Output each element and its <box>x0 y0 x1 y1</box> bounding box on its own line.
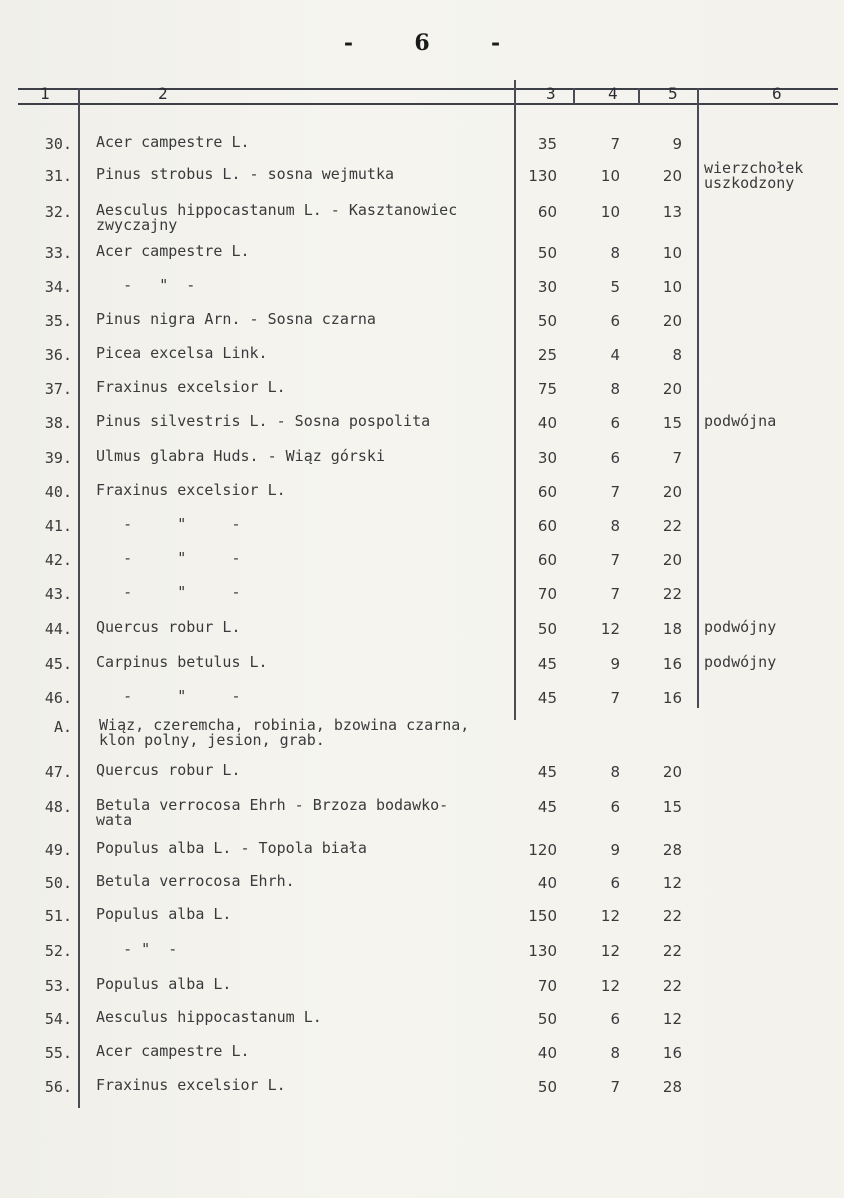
col-4-value: 12 <box>600 977 620 995</box>
row-number: 32. <box>44 203 72 221</box>
col-3-value: 70 <box>537 977 557 995</box>
col-3-value: 130 <box>528 942 557 960</box>
remarks: podwójny <box>704 618 777 636</box>
column-divider-4 <box>638 88 640 104</box>
col-5-value: 22 <box>662 977 682 995</box>
col-4-value: 10 <box>600 167 620 185</box>
col-5-value: 10 <box>662 278 682 296</box>
col-4-value: 7 <box>610 135 620 153</box>
header-col-5: 5 <box>668 84 678 103</box>
page-number-header <box>0 30 844 56</box>
col-5-value: 7 <box>672 449 682 467</box>
col-3-value: 70 <box>537 585 557 603</box>
col-4-value: 10 <box>600 203 620 221</box>
row-number: 43. <box>44 585 72 603</box>
species-name: Wiąz, czeremcha, robinia, bzowina czarna, klon polny, jesion, grab. <box>99 716 470 749</box>
table-row <box>0 244 844 268</box>
species-name: Acer campestre L. <box>96 242 250 260</box>
species-name: - " - <box>96 687 241 705</box>
table-row <box>0 312 844 336</box>
col-5-value: 9 <box>672 135 682 153</box>
col-4-value: 7 <box>610 585 620 603</box>
col-5-value: 8 <box>672 346 682 364</box>
species-name: Betula verrocosa Ehrh. <box>96 872 295 890</box>
table-row <box>0 620 844 644</box>
col-4-value: 9 <box>610 841 620 859</box>
table-row <box>0 841 844 865</box>
col-4-value: 12 <box>600 942 620 960</box>
col-5-value: 10 <box>662 244 682 262</box>
table-row <box>0 346 844 370</box>
col-3-value: 120 <box>528 841 557 859</box>
species-name: Pinus silvestris L. - Sosna pospolita <box>96 412 431 430</box>
col-5-value: 16 <box>662 689 682 707</box>
col-5-value: 20 <box>662 380 682 398</box>
col-5-value: 12 <box>662 874 682 892</box>
col-3-value: 45 <box>537 655 557 673</box>
col-4-value: 7 <box>610 483 620 501</box>
table-row <box>0 517 844 541</box>
col-4-value: 7 <box>610 1078 620 1096</box>
table-row <box>0 716 844 749</box>
page-number: 6 <box>414 30 430 56</box>
species-name: Picea excelsa Link. <box>96 344 268 362</box>
species-name: - " - <box>96 515 241 533</box>
row-number: 41. <box>44 517 72 535</box>
table-row <box>0 135 844 159</box>
row-number: 34. <box>44 278 72 296</box>
table-row <box>0 380 844 404</box>
row-number: 54. <box>44 1010 72 1028</box>
col-5-value: 28 <box>662 841 682 859</box>
remarks: wierzchołek uszkodzony <box>704 159 804 192</box>
col-4-value: 8 <box>610 380 620 398</box>
table-row <box>0 159 844 192</box>
col-4-value: 7 <box>610 551 620 569</box>
col-3-value: 50 <box>537 620 557 638</box>
col-3-value: 60 <box>537 551 557 569</box>
row-number: 45. <box>44 655 72 673</box>
row-number: 55. <box>44 1044 72 1062</box>
col-5-value: 22 <box>662 942 682 960</box>
species-name: Ulmus glabra Huds. - Wiąz górski <box>96 447 385 465</box>
col-3-value: 40 <box>537 414 557 432</box>
row-number: 37. <box>44 380 72 398</box>
col-4-value: 7 <box>610 689 620 707</box>
col-3-value: 60 <box>537 203 557 221</box>
row-number: 38. <box>44 414 72 432</box>
table-row <box>0 551 844 575</box>
col-3-value: 40 <box>537 874 557 892</box>
species-name: Betula verrocosa Ehrh - Brzoza bodawko- wata <box>96 796 449 829</box>
col-4-value: 6 <box>610 798 620 816</box>
col-5-value: 18 <box>662 620 682 638</box>
row-number: 36. <box>44 346 72 364</box>
col-3-value: 50 <box>537 312 557 330</box>
row-number: 46. <box>44 689 72 707</box>
table-row <box>0 874 844 898</box>
col-5-value: 20 <box>662 312 682 330</box>
col-5-value: 15 <box>662 798 682 816</box>
col-5-value: 28 <box>662 1078 682 1096</box>
col-3-value: 30 <box>537 278 557 296</box>
row-number: 52. <box>44 942 72 960</box>
row-number: 48. <box>44 798 72 816</box>
col-3-value: 45 <box>537 763 557 781</box>
table-header-rule <box>18 103 838 105</box>
row-number: 35. <box>44 312 72 330</box>
col-3-value: 130 <box>528 167 557 185</box>
species-name: Fraxinus excelsior L. <box>96 378 286 396</box>
table-row <box>0 201 844 234</box>
row-number: 51. <box>44 907 72 925</box>
table-row <box>0 414 844 438</box>
col-4-value: 6 <box>610 414 620 432</box>
col-4-value: 12 <box>600 907 620 925</box>
col-3-value: 60 <box>537 517 557 535</box>
species-name: Aesculus hippocastanum L. <box>96 1008 322 1026</box>
species-name: Aesculus hippocastanum L. - Kasztanowiec zwyczajny <box>96 201 458 234</box>
col-3-value: 25 <box>537 346 557 364</box>
col-3-value: 30 <box>537 449 557 467</box>
remarks: podwójny <box>704 653 777 671</box>
species-name: Fraxinus excelsior L. <box>96 1076 286 1094</box>
row-number: 44. <box>44 620 72 638</box>
col-3-value: 35 <box>537 135 557 153</box>
row-number: 53. <box>44 977 72 995</box>
row-number: 49. <box>44 841 72 859</box>
col-3-value: 45 <box>537 689 557 707</box>
species-name: Populus alba L. <box>96 905 232 923</box>
table-row <box>0 1078 844 1102</box>
species-name: - " - <box>96 276 196 294</box>
col-3-value: 150 <box>528 907 557 925</box>
table-row <box>0 585 844 609</box>
table-row <box>0 942 844 966</box>
col-3-value: 50 <box>537 244 557 262</box>
col-4-value: 12 <box>600 620 620 638</box>
species-name: Populus alba L. - Topola biała <box>96 839 367 857</box>
col-4-value: 5 <box>610 278 620 296</box>
table-row <box>0 977 844 1001</box>
table-row <box>0 278 844 302</box>
col-3-value: 50 <box>537 1078 557 1096</box>
remarks: podwójna <box>704 412 777 430</box>
col-5-value: 22 <box>662 585 682 603</box>
table-row <box>0 796 844 829</box>
col-4-value: 6 <box>610 874 620 892</box>
row-number: 56. <box>44 1078 72 1096</box>
col-3-value: 60 <box>537 483 557 501</box>
col-5-value: 13 <box>662 203 682 221</box>
col-5-value: 12 <box>662 1010 682 1028</box>
col-5-value: 22 <box>662 517 682 535</box>
col-4-value: 8 <box>610 1044 620 1062</box>
row-number: 31. <box>44 167 72 185</box>
species-name: Quercus robur L. <box>96 618 241 636</box>
table-row <box>0 1010 844 1034</box>
col-3-value: 45 <box>537 798 557 816</box>
col-4-value: 6 <box>610 449 620 467</box>
page-number-dash-left: - <box>343 30 354 56</box>
species-name: Quercus robur L. <box>96 761 241 779</box>
table-row <box>0 449 844 473</box>
col-5-value: 20 <box>662 763 682 781</box>
col-4-value: 9 <box>610 655 620 673</box>
table-row <box>0 655 844 679</box>
species-name: Acer campestre L. <box>96 133 250 151</box>
row-number: A. <box>53 718 72 736</box>
col-3-value: 75 <box>537 380 557 398</box>
row-number: 33. <box>44 244 72 262</box>
col-4-value: 4 <box>610 346 620 364</box>
col-5-value: 20 <box>662 483 682 501</box>
col-4-value: 6 <box>610 312 620 330</box>
species-name: Fraxinus excelsior L. <box>96 481 286 499</box>
col-3-value: 50 <box>537 1010 557 1028</box>
species-name: Acer campestre L. <box>96 1042 250 1060</box>
col-4-value: 8 <box>610 244 620 262</box>
header-col-3: 3 <box>546 84 556 103</box>
species-name: - " - <box>96 940 178 958</box>
species-name: Pinus strobus L. - sosna wejmutka <box>96 165 395 183</box>
row-number: 39. <box>44 449 72 467</box>
col-5-value: 20 <box>662 167 682 185</box>
header-col-2: 2 <box>158 84 168 103</box>
table-row <box>0 483 844 507</box>
col-4-value: 6 <box>610 1010 620 1028</box>
column-divider-3 <box>573 88 575 104</box>
col-5-value: 16 <box>662 655 682 673</box>
table-row <box>0 907 844 931</box>
table-row <box>0 689 844 713</box>
row-number: 30. <box>44 135 72 153</box>
col-5-value: 15 <box>662 414 682 432</box>
col-5-value: 16 <box>662 1044 682 1062</box>
col-5-value: 22 <box>662 907 682 925</box>
table-top-rule <box>18 88 838 90</box>
species-name: Populus alba L. <box>96 975 232 993</box>
row-number: 47. <box>44 763 72 781</box>
row-number: 42. <box>44 551 72 569</box>
species-name: Carpinus betulus L. <box>96 653 268 671</box>
species-name: - " - <box>96 549 241 567</box>
table-row <box>0 763 844 787</box>
col-5-value: 20 <box>662 551 682 569</box>
row-number: 50. <box>44 874 72 892</box>
col-3-value: 40 <box>537 1044 557 1062</box>
page-number-dash-right: - <box>490 30 501 56</box>
col-4-value: 8 <box>610 763 620 781</box>
header-col-6: 6 <box>772 84 782 103</box>
species-name: - " - <box>96 583 241 601</box>
header-col-1: 1 <box>40 84 50 103</box>
table-row <box>0 1044 844 1068</box>
header-col-4: 4 <box>608 84 618 103</box>
row-number: 40. <box>44 483 72 501</box>
species-name: Pinus nigra Arn. - Sosna czarna <box>96 310 376 328</box>
col-4-value: 8 <box>610 517 620 535</box>
